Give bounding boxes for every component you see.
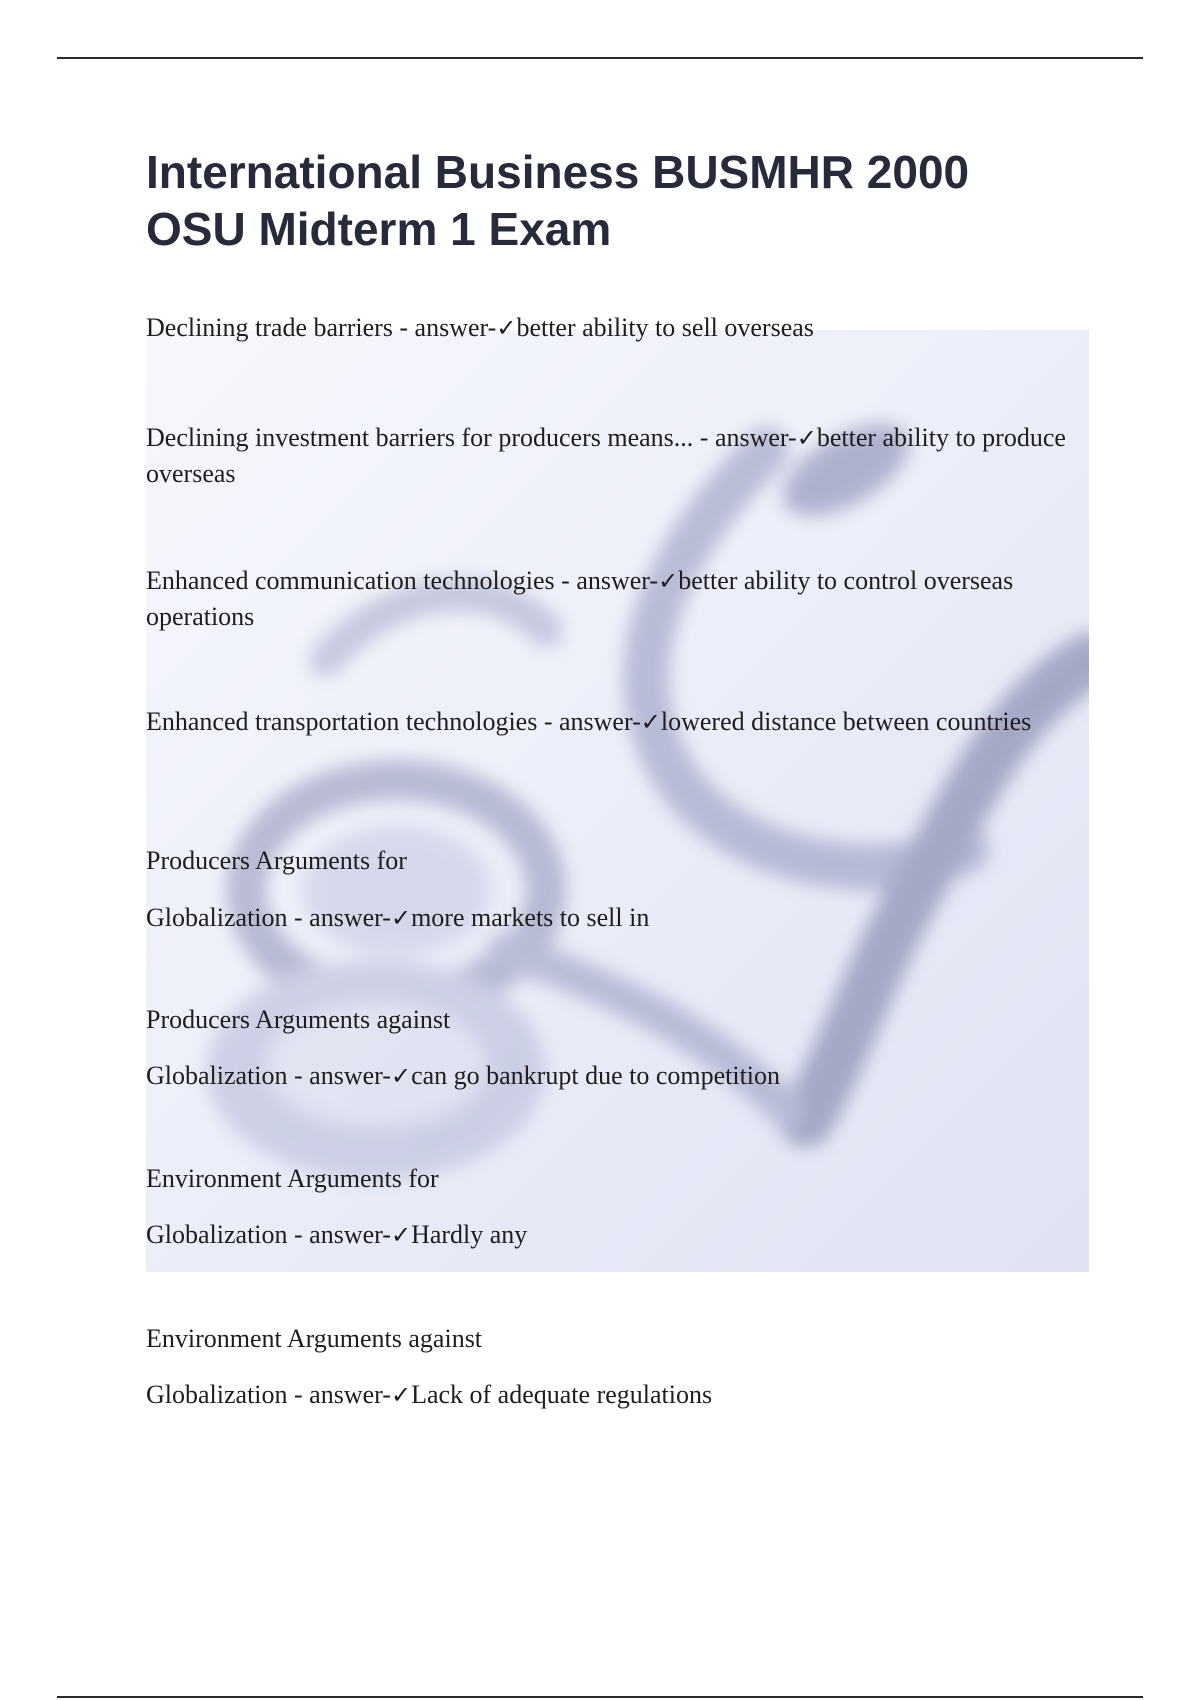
qa-item <box>146 1217 1096 1253</box>
qa-item <box>146 1058 1096 1094</box>
answer-separator: - answer- <box>693 423 797 452</box>
answer-text: Lack of adequate regulations <box>411 1380 713 1409</box>
checkmark-icon: ✓ <box>658 567 679 595</box>
question-heading: Producers Arguments against <box>146 1005 451 1034</box>
checkmark-icon: ✓ <box>390 904 412 932</box>
question-text: Globalization <box>146 1061 288 1090</box>
top-rule <box>57 57 1143 59</box>
qa-item <box>146 900 1096 936</box>
qa-item <box>146 1377 1096 1413</box>
title-line-2: OSU Midterm 1 Exam <box>146 203 612 255</box>
question-heading: Environment Arguments for <box>146 1164 439 1193</box>
answer-text: can go bankrupt due to competition <box>411 1061 781 1090</box>
checkmark-icon: ✓ <box>390 1221 412 1249</box>
question-text: Enhanced communication technologies <box>146 566 555 595</box>
question-text: Enhanced transportation technologies <box>146 707 538 736</box>
qa-item <box>146 310 1096 346</box>
answer-separator: - answer- <box>287 1220 391 1249</box>
checkmark-icon: ✓ <box>390 1381 412 1409</box>
answer-separator: - answer- <box>537 707 641 736</box>
qa-item <box>146 420 1096 492</box>
answer-text: more markets to sell in <box>411 903 650 932</box>
title-line-1: International Business BUSMHR 2000 <box>146 146 970 198</box>
question-text: Globalization <box>146 1220 288 1249</box>
answer-text: lowered distance between countries <box>660 707 1032 736</box>
question-text: Declining investment barriers for producers means... <box>146 423 694 452</box>
checkmark-icon: ✓ <box>640 708 661 736</box>
question-text: Declining trade barriers <box>146 313 393 342</box>
question-text: Globalization <box>146 1380 288 1409</box>
answer-text: Hardly any <box>411 1220 528 1249</box>
document-title <box>146 144 1106 258</box>
answer-text: better ability to produce overseas <box>146 423 1066 488</box>
answer-separator: - answer- <box>392 313 497 342</box>
bottom-rule <box>57 1696 1143 1698</box>
answer-text: better ability to sell overseas <box>516 313 814 342</box>
checkmark-icon: ✓ <box>496 314 517 342</box>
question-heading: Producers Arguments for <box>146 846 407 875</box>
question-text: Globalization <box>146 903 288 932</box>
answer-separator: - answer- <box>287 903 391 932</box>
answer-text: better ability to control overseas operations <box>146 566 1014 631</box>
answer-separator: - answer- <box>287 1380 391 1409</box>
qa-item <box>146 563 1096 635</box>
answer-separator: - answer- <box>287 1061 391 1090</box>
answer-separator: - answer- <box>554 566 659 595</box>
checkmark-icon: ✓ <box>796 424 817 452</box>
question-heading: Environment Arguments against <box>146 1324 483 1353</box>
checkmark-icon: ✓ <box>390 1062 412 1090</box>
qa-item <box>146 704 1096 740</box>
